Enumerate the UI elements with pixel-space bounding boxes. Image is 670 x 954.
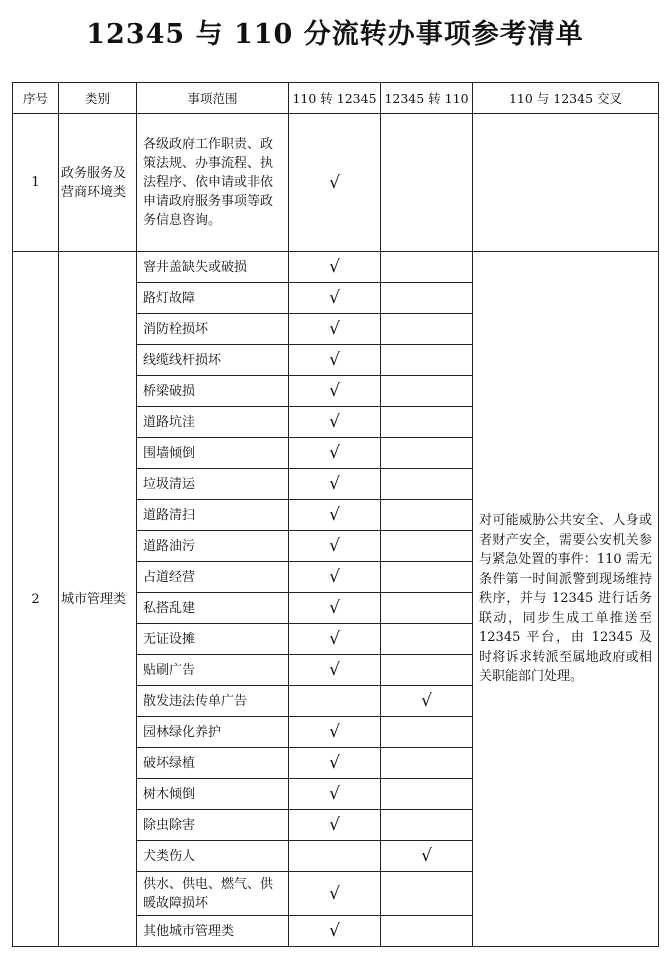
document-title: 12345 与 110 分流转办事项参考清单	[86, 19, 584, 50]
scope-cell: 树木倾倒	[137, 779, 289, 810]
check-12345-to-110	[381, 407, 473, 438]
check-12345-to-110: √	[381, 686, 473, 717]
check-12345-to-110	[381, 469, 473, 500]
header-12345-to-110: 12345 转 110	[381, 83, 473, 114]
table-row	[13, 252, 659, 283]
scope-cell: 犬类伤人	[137, 841, 289, 872]
scope-cell: 路灯故障	[137, 283, 289, 314]
scope-cell: 各级政府工作职责、政策法规、办事流程、执法程序、依申请或非依申请政府服务事项等政务信息咨询。	[137, 114, 289, 252]
scope-cell: 窨井盖缺失或破损	[137, 252, 289, 283]
check-110-to-12345: √	[289, 531, 381, 562]
check-12345-to-110	[381, 252, 473, 283]
scope-cell: 贴刷广告	[137, 655, 289, 686]
check-110-to-12345: √	[289, 283, 381, 314]
check-12345-to-110	[381, 500, 473, 531]
check-12345-to-110	[381, 748, 473, 779]
scope-cell: 私搭乱建	[137, 593, 289, 624]
scope-cell: 围墙倾倒	[137, 438, 289, 469]
check-110-to-12345: √	[289, 779, 381, 810]
check-12345-to-110	[381, 283, 473, 314]
check-12345-to-110	[381, 376, 473, 407]
check-12345-to-110	[381, 872, 473, 916]
scope-cell: 桥梁破损	[137, 376, 289, 407]
scope-cell: 道路油污	[137, 531, 289, 562]
header-category: 类别	[59, 83, 137, 114]
header-cross: 110 与 12345 交叉	[473, 83, 659, 114]
check-110-to-12345: √	[289, 407, 381, 438]
scope-cell: 线缆线杆损坏	[137, 345, 289, 376]
check-12345-to-110	[381, 438, 473, 469]
check-110-to-12345	[289, 841, 381, 872]
scope-cell: 占道经营	[137, 562, 289, 593]
check-12345-to-110: √	[381, 841, 473, 872]
header-110-to-12345: 110 转 12345	[289, 83, 381, 114]
check-12345-to-110	[381, 562, 473, 593]
check-12345-to-110	[381, 717, 473, 748]
check-12345-to-110	[381, 593, 473, 624]
scope-cell: 垃圾清运	[137, 469, 289, 500]
table-row	[13, 114, 659, 252]
cross-cell	[473, 114, 659, 252]
scope-cell: 园林绿化养护	[137, 717, 289, 748]
check-110-to-12345: √	[289, 916, 381, 947]
check-110-to-12345: √	[289, 655, 381, 686]
check-12345-to-110	[381, 531, 473, 562]
check-110-to-12345: √	[289, 500, 381, 531]
category-cell: 城市管理类	[59, 252, 137, 947]
check-12345-to-110	[381, 114, 473, 252]
check-110-to-12345: √	[289, 376, 381, 407]
check-110-to-12345: √	[289, 810, 381, 841]
check-12345-to-110	[381, 624, 473, 655]
scope-cell: 散发违法传单广告	[137, 686, 289, 717]
check-110-to-12345: √	[289, 114, 381, 252]
check-110-to-12345: √	[289, 438, 381, 469]
check-110-to-12345: √	[289, 469, 381, 500]
check-12345-to-110	[381, 314, 473, 345]
check-110-to-12345: √	[289, 345, 381, 376]
check-110-to-12345: √	[289, 252, 381, 283]
scope-cell: 除虫除害	[137, 810, 289, 841]
cross-cell: 对可能威胁公共安全、人身或者财产安全，需要公安机关参与紧急处置的事件：110 需无条件第一时间派警到现场维持秩序，并与 12345 进行话务联动，同步生成工单推送至 12345 平台，由 12345 及时将诉求转派至属地政府或相关职能部门处理。	[473, 252, 659, 947]
check-110-to-12345: √	[289, 717, 381, 748]
check-12345-to-110	[381, 345, 473, 376]
check-110-to-12345: √	[289, 748, 381, 779]
check-110-to-12345: √	[289, 314, 381, 345]
check-12345-to-110	[381, 779, 473, 810]
check-12345-to-110	[381, 655, 473, 686]
check-110-to-12345: √	[289, 624, 381, 655]
scope-cell: 破坏绿植	[137, 748, 289, 779]
table-header-row	[13, 83, 659, 114]
check-12345-to-110	[381, 810, 473, 841]
scope-cell: 供水、供电、燃气、供暖故障损坏	[137, 872, 289, 916]
header-serial: 序号	[13, 83, 59, 114]
scope-cell: 无证设摊	[137, 624, 289, 655]
check-12345-to-110	[381, 916, 473, 947]
check-110-to-12345: √	[289, 872, 381, 916]
check-110-to-12345: √	[289, 593, 381, 624]
scope-cell: 其他城市管理类	[137, 916, 289, 947]
scope-cell: 道路清扫	[137, 500, 289, 531]
check-110-to-12345	[289, 686, 381, 717]
scope-cell: 道路坑洼	[137, 407, 289, 438]
header-scope: 事项范围	[137, 83, 289, 114]
category-cell: 政务服务及营商环境类	[59, 114, 137, 252]
referral-table	[12, 82, 659, 947]
scope-cell: 消防栓损坏	[137, 314, 289, 345]
serial-cell: 1	[13, 114, 59, 252]
check-110-to-12345: √	[289, 562, 381, 593]
serial-cell: 2	[13, 252, 59, 947]
